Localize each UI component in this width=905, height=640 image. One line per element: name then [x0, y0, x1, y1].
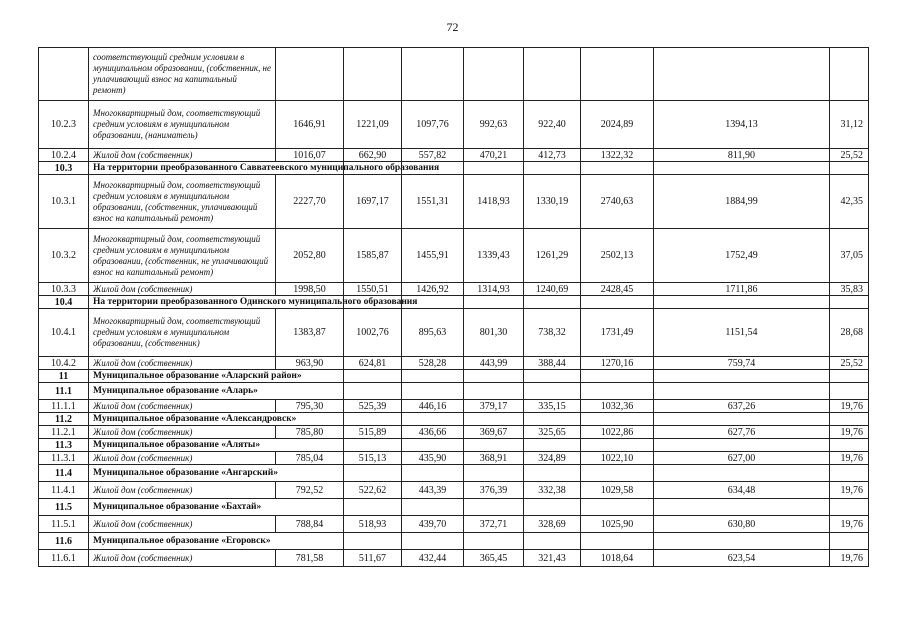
value-cell: 2502,13: [581, 229, 654, 283]
table-row: [39, 482, 869, 499]
row-code: 10.4.2: [39, 357, 89, 370]
table-row: [39, 516, 869, 533]
empty-cell: [581, 465, 654, 482]
row-code: 11.5.1: [39, 516, 89, 533]
value-cell: 811,90: [654, 149, 830, 162]
value-cell: 792,52: [276, 482, 344, 499]
section-row: [39, 439, 869, 452]
value-cell: 42,35: [830, 175, 869, 229]
value-cell: 511,67: [344, 550, 402, 567]
value-cell: 379,17: [464, 400, 524, 413]
section-title: На территории преобразованного Одинского муниципального образования: [89, 296, 344, 309]
empty-cell: [524, 162, 581, 175]
empty-cell: [830, 499, 869, 516]
value-cell: 1032,36: [581, 400, 654, 413]
section-title: На территории преобразованного Савватеевского муниципального образования: [89, 162, 344, 175]
section-title: Муниципальное образование «Аларь»: [89, 383, 344, 400]
value-cell: 1550,51: [344, 283, 402, 296]
value-cell: 1731,49: [581, 309, 654, 357]
empty-cell: [464, 413, 524, 426]
value-cell: [464, 48, 524, 101]
value-cell: [344, 48, 402, 101]
value-cell: 759,74: [654, 357, 830, 370]
value-cell: 515,13: [344, 452, 402, 465]
value-cell: 435,90: [402, 452, 464, 465]
value-cell: 1383,87: [276, 309, 344, 357]
empty-cell: [402, 383, 464, 400]
value-cell: 1711,86: [654, 283, 830, 296]
row-name: Жилой дом (собственник): [89, 149, 276, 162]
empty-cell: [524, 296, 581, 309]
value-cell: 528,28: [402, 357, 464, 370]
value-cell: 1551,31: [402, 175, 464, 229]
section-row: [39, 413, 869, 426]
row-code: 10.3.1: [39, 175, 89, 229]
value-cell: [402, 48, 464, 101]
empty-cell: [581, 499, 654, 516]
value-cell: 1998,50: [276, 283, 344, 296]
section-code: 11.4: [39, 465, 89, 482]
empty-cell: [830, 370, 869, 383]
value-cell: 325,65: [524, 426, 581, 439]
empty-cell: [464, 533, 524, 550]
row-code: 10.3.3: [39, 283, 89, 296]
table-row: [39, 175, 869, 229]
value-cell: 31,12: [830, 101, 869, 149]
table-row: [39, 550, 869, 567]
value-cell: 1884,99: [654, 175, 830, 229]
value-cell: 1330,19: [524, 175, 581, 229]
empty-cell: [524, 465, 581, 482]
table-row: [39, 452, 869, 465]
value-cell: 1697,17: [344, 175, 402, 229]
table-row: [39, 426, 869, 439]
empty-cell: [524, 439, 581, 452]
row-code: 11.3.1: [39, 452, 89, 465]
value-cell: 28,68: [830, 309, 869, 357]
section-title: Муниципальное образование «Бахтай»: [89, 499, 344, 516]
section-code: 11.1: [39, 383, 89, 400]
value-cell: 1029,58: [581, 482, 654, 499]
table-row: [39, 400, 869, 413]
value-cell: 19,76: [830, 452, 869, 465]
value-cell: 522,62: [344, 482, 402, 499]
row-code: 11.6.1: [39, 550, 89, 567]
empty-cell: [654, 533, 830, 550]
table-row: [39, 149, 869, 162]
value-cell: [276, 48, 344, 101]
value-cell: 1022,10: [581, 452, 654, 465]
empty-cell: [402, 533, 464, 550]
section-code: 10.4: [39, 296, 89, 309]
empty-cell: [524, 413, 581, 426]
row-name: Жилой дом (собственник): [89, 516, 276, 533]
value-cell: 25,52: [830, 357, 869, 370]
value-cell: 627,00: [654, 452, 830, 465]
value-cell: 922,40: [524, 101, 581, 149]
empty-cell: [524, 499, 581, 516]
tariff-table: [38, 47, 869, 567]
value-cell: 376,39: [464, 482, 524, 499]
value-cell: 2428,45: [581, 283, 654, 296]
section-row: [39, 499, 869, 516]
value-cell: 2740,63: [581, 175, 654, 229]
empty-cell: [402, 439, 464, 452]
empty-cell: [654, 499, 830, 516]
empty-cell: [654, 439, 830, 452]
value-cell: 795,30: [276, 400, 344, 413]
row-code: 10.2.3: [39, 101, 89, 149]
value-cell: 1240,69: [524, 283, 581, 296]
row-name: Многоквартирный дом, соответствующий средним условиям в муниципальном образовании, (наниматель): [89, 101, 276, 149]
empty-cell: [654, 465, 830, 482]
empty-cell: [464, 439, 524, 452]
section-title: Муниципальное образование «Егоровск»: [89, 533, 344, 550]
section-code: 11: [39, 370, 89, 383]
value-cell: 515,89: [344, 426, 402, 439]
value-cell: 634,48: [654, 482, 830, 499]
value-cell: 801,30: [464, 309, 524, 357]
value-cell: 1270,16: [581, 357, 654, 370]
value-cell: 19,76: [830, 516, 869, 533]
value-cell: 436,66: [402, 426, 464, 439]
value-cell: 369,67: [464, 426, 524, 439]
empty-cell: [581, 533, 654, 550]
value-cell: 321,43: [524, 550, 581, 567]
row-name: Жилой дом (собственник): [89, 357, 276, 370]
value-cell: 19,76: [830, 482, 869, 499]
empty-cell: [581, 383, 654, 400]
empty-cell: [581, 439, 654, 452]
value-cell: 372,71: [464, 516, 524, 533]
empty-cell: [654, 296, 830, 309]
value-cell: [581, 48, 654, 101]
empty-cell: [344, 465, 402, 482]
value-cell: 1025,90: [581, 516, 654, 533]
value-cell: 368,91: [464, 452, 524, 465]
empty-cell: [464, 162, 524, 175]
value-cell: 1752,49: [654, 229, 830, 283]
value-cell: 630,80: [654, 516, 830, 533]
row-name: Многоквартирный дом, соответствующий средним условиям в муниципальном образовании, (собственник, не уплачивающий взнос на капитальный ремонт): [89, 229, 276, 283]
value-cell: 1322,32: [581, 149, 654, 162]
value-cell: 1339,43: [464, 229, 524, 283]
row-name: Жилой дом (собственник): [89, 452, 276, 465]
empty-cell: [402, 413, 464, 426]
value-cell: 1151,54: [654, 309, 830, 357]
value-cell: 1314,93: [464, 283, 524, 296]
section-code: 10.3: [39, 162, 89, 175]
value-cell: 1646,91: [276, 101, 344, 149]
value-cell: 446,16: [402, 400, 464, 413]
empty-cell: [830, 383, 869, 400]
value-cell: 19,76: [830, 426, 869, 439]
value-cell: 365,45: [464, 550, 524, 567]
value-cell: 432,44: [402, 550, 464, 567]
empty-cell: [464, 296, 524, 309]
empty-cell: [581, 370, 654, 383]
value-cell: 1002,76: [344, 309, 402, 357]
value-cell: 627,76: [654, 426, 830, 439]
row-name: Жилой дом (собственник): [89, 550, 276, 567]
empty-cell: [581, 296, 654, 309]
empty-cell: [464, 370, 524, 383]
row-code: 11.4.1: [39, 482, 89, 499]
section-code: 11.3: [39, 439, 89, 452]
empty-cell: [344, 439, 402, 452]
row-name: Жилой дом (собственник): [89, 426, 276, 439]
page-number: 72: [446, 20, 459, 34]
value-cell: 470,21: [464, 149, 524, 162]
empty-cell: [344, 533, 402, 550]
value-cell: 443,99: [464, 357, 524, 370]
value-cell: 1585,87: [344, 229, 402, 283]
value-cell: 1018,64: [581, 550, 654, 567]
value-cell: 439,70: [402, 516, 464, 533]
value-cell: 2052,80: [276, 229, 344, 283]
value-cell: 518,93: [344, 516, 402, 533]
value-cell: 1097,76: [402, 101, 464, 149]
row-code: 11.2.1: [39, 426, 89, 439]
section-code: 11.6: [39, 533, 89, 550]
value-cell: 1022,86: [581, 426, 654, 439]
section-title: Муниципальное образование «Александровск»: [89, 413, 344, 426]
value-cell: 557,82: [402, 149, 464, 162]
table-row: [39, 283, 869, 296]
row-name: соответствующий средним условиям в муниципальном образовании, (собственник, не уплачивающий взнос на капитальный ремонт): [89, 48, 276, 101]
value-cell: 662,90: [344, 149, 402, 162]
empty-cell: [402, 370, 464, 383]
value-cell: 19,76: [830, 400, 869, 413]
table-row: [39, 101, 869, 149]
value-cell: 412,73: [524, 149, 581, 162]
section-code: 11.5: [39, 499, 89, 516]
empty-cell: [654, 162, 830, 175]
value-cell: [524, 48, 581, 101]
empty-cell: [524, 383, 581, 400]
value-cell: 328,69: [524, 516, 581, 533]
empty-cell: [464, 499, 524, 516]
value-cell: 2227,70: [276, 175, 344, 229]
table-row: [39, 48, 869, 101]
section-row: [39, 533, 869, 550]
value-cell: 335,15: [524, 400, 581, 413]
empty-cell: [344, 383, 402, 400]
empty-cell: [344, 413, 402, 426]
section-title: Муниципальное образование «Ангарский»: [89, 465, 344, 482]
section-row: [39, 296, 869, 309]
value-cell: 963,90: [276, 357, 344, 370]
empty-cell: [524, 370, 581, 383]
row-name: Жилой дом (собственник): [89, 400, 276, 413]
value-cell: 738,32: [524, 309, 581, 357]
empty-cell: [581, 413, 654, 426]
section-row: [39, 370, 869, 383]
value-cell: 992,63: [464, 101, 524, 149]
empty-cell: [830, 465, 869, 482]
row-code: 11.1.1: [39, 400, 89, 413]
value-cell: 332,38: [524, 482, 581, 499]
value-cell: 525,39: [344, 400, 402, 413]
value-cell: 895,63: [402, 309, 464, 357]
empty-cell: [830, 533, 869, 550]
value-cell: [654, 48, 830, 101]
value-cell: 785,80: [276, 426, 344, 439]
row-name: Жилой дом (собственник): [89, 482, 276, 499]
value-cell: 1221,09: [344, 101, 402, 149]
value-cell: 35,83: [830, 283, 869, 296]
value-cell: 19,76: [830, 550, 869, 567]
value-cell: 1261,29: [524, 229, 581, 283]
value-cell: 443,39: [402, 482, 464, 499]
value-cell: 785,04: [276, 452, 344, 465]
section-title: Муниципальное образование «Аларский район»: [89, 370, 344, 383]
empty-cell: [830, 162, 869, 175]
empty-cell: [464, 465, 524, 482]
row-name: Жилой дом (собственник): [89, 283, 276, 296]
empty-cell: [654, 370, 830, 383]
empty-cell: [464, 383, 524, 400]
empty-cell: [830, 413, 869, 426]
empty-cell: [654, 413, 830, 426]
empty-cell: [402, 499, 464, 516]
value-cell: [830, 48, 869, 101]
empty-cell: [654, 383, 830, 400]
value-cell: 1418,93: [464, 175, 524, 229]
row-code: 10.2.4: [39, 149, 89, 162]
row-code: 10.3.2: [39, 229, 89, 283]
value-cell: 788,84: [276, 516, 344, 533]
value-cell: 388,44: [524, 357, 581, 370]
value-cell: 25,52: [830, 149, 869, 162]
section-title: Муниципальное образование «Аляты»: [89, 439, 344, 452]
section-code: 11.2: [39, 413, 89, 426]
empty-cell: [830, 296, 869, 309]
value-cell: 1426,92: [402, 283, 464, 296]
empty-cell: [344, 499, 402, 516]
value-cell: 2024,89: [581, 101, 654, 149]
table-row: [39, 229, 869, 283]
value-cell: 623,54: [654, 550, 830, 567]
value-cell: 1016,07: [276, 149, 344, 162]
row-code: [39, 48, 89, 101]
empty-cell: [830, 439, 869, 452]
empty-cell: [581, 162, 654, 175]
value-cell: 324,89: [524, 452, 581, 465]
row-name: Многоквартирный дом, соответствующий средним условиям в муниципальном образовании, (собственник): [89, 309, 276, 357]
table-row: [39, 309, 869, 357]
value-cell: 624,81: [344, 357, 402, 370]
value-cell: 1455,91: [402, 229, 464, 283]
empty-cell: [402, 465, 464, 482]
row-code: 10.4.1: [39, 309, 89, 357]
table-row: [39, 357, 869, 370]
value-cell: 1394,13: [654, 101, 830, 149]
section-row: [39, 465, 869, 482]
value-cell: 781,58: [276, 550, 344, 567]
section-row: [39, 383, 869, 400]
empty-cell: [524, 533, 581, 550]
value-cell: 637,26: [654, 400, 830, 413]
value-cell: 37,05: [830, 229, 869, 283]
table-body: [39, 48, 869, 567]
section-row: [39, 162, 869, 175]
empty-cell: [344, 370, 402, 383]
row-name: Многоквартирный дом, соответствующий средним условиям в муниципальном образовании, (собственник, уплачивающий взнос на капитальный ремонт): [89, 175, 276, 229]
